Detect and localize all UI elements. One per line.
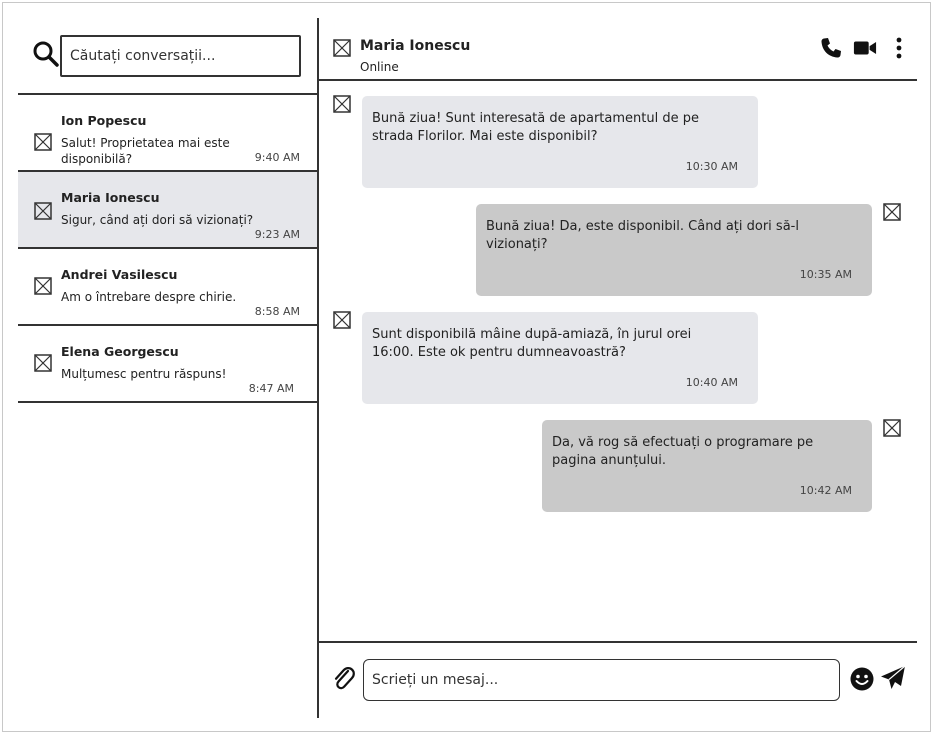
message-time: 10:35 AM <box>799 268 852 281</box>
conversation-item-andrei-vasilescu[interactable] <box>18 249 318 326</box>
message-time: 10:42 AM <box>799 484 852 497</box>
conversation-preview: Salut! Proprietatea mai este disponibilă? <box>61 136 230 166</box>
conversation-preview: Am o întrebare despre chirie. <box>61 290 237 304</box>
avatar-placeholder-icon <box>34 277 52 295</box>
composer-divider <box>318 641 917 643</box>
more-vertical-icon <box>887 36 911 60</box>
conversation-preview: Sigur, când ați dori să vizionați? <box>61 213 254 227</box>
message-bubble-incoming <box>362 312 758 404</box>
conversation-time: 8:58 AM <box>254 305 300 318</box>
search-bar <box>18 18 318 94</box>
panel-divider <box>317 18 319 718</box>
chat-header <box>320 18 917 80</box>
chat-contact-name: Maria Ionescu <box>360 38 471 54</box>
avatar-placeholder-icon <box>34 354 52 372</box>
video-camera-icon <box>853 36 877 60</box>
conversation-name: Andrei Vasilescu <box>61 267 178 282</box>
avatar-placeholder-icon <box>883 203 901 221</box>
send-icon[interactable] <box>879 664 907 692</box>
conversation-name: Ion Popescu <box>61 113 147 128</box>
smiley-icon[interactable] <box>849 666 875 692</box>
message-time: 10:30 AM <box>685 160 738 173</box>
message-bubble-incoming <box>362 96 758 188</box>
message-input[interactable] <box>363 659 840 701</box>
call-button[interactable] <box>819 36 843 60</box>
message-bubble-outgoing <box>542 420 872 512</box>
message-list <box>320 82 917 640</box>
message-text: Bună ziua! Sunt interesată de apartamentul de pe strada Florilor. Mai este disponibil? <box>372 111 699 144</box>
conversation-item-ion-popescu[interactable] <box>18 95 318 172</box>
message-text: Bună ziua! Da, este disponibil. Când ați dori să-l vizionați? <box>486 219 799 252</box>
conversation-time: 9:40 AM <box>254 151 300 164</box>
chat-header-actions <box>819 34 911 62</box>
message-text: Sunt disponibilă mâine după-amiază, în jurul orei 16:00. Este ok pentru dumneavoastră? <box>372 327 692 360</box>
search-icon[interactable] <box>32 40 60 68</box>
video-call-button[interactable] <box>853 36 877 60</box>
conversation-name: Maria Ionescu <box>61 190 160 205</box>
conversation-sidebar <box>18 18 318 718</box>
conversation-time: 8:47 AM <box>248 382 294 395</box>
conversation-name: Elena Georgescu <box>61 344 179 359</box>
avatar-placeholder-icon <box>34 133 52 151</box>
avatar-placeholder-icon <box>883 419 901 437</box>
message-text: Da, vă rog să efectuați o programare pe pagina anunțului. <box>552 435 814 468</box>
chat-header-divider <box>318 79 917 81</box>
avatar-placeholder-icon <box>34 202 52 220</box>
conversation-time: 9:23 AM <box>254 228 300 241</box>
avatar-placeholder-icon <box>333 311 351 329</box>
search-input[interactable] <box>60 35 301 77</box>
message-time: 10:40 AM <box>685 376 738 389</box>
more-options-button[interactable] <box>887 36 911 60</box>
conversation-item-maria-ionescu[interactable] <box>18 172 318 249</box>
chat-contact-status: Online <box>360 60 399 74</box>
avatar-placeholder-icon <box>333 95 351 113</box>
message-bubble-outgoing <box>476 204 872 296</box>
conversation-item-elena-georgescu[interactable] <box>18 326 318 403</box>
conversation-list <box>18 95 318 403</box>
paperclip-icon[interactable] <box>332 666 356 692</box>
phone-icon <box>819 36 843 60</box>
avatar-placeholder-icon <box>333 39 351 57</box>
conversation-preview: Mulțumesc pentru răspuns! <box>61 367 227 381</box>
